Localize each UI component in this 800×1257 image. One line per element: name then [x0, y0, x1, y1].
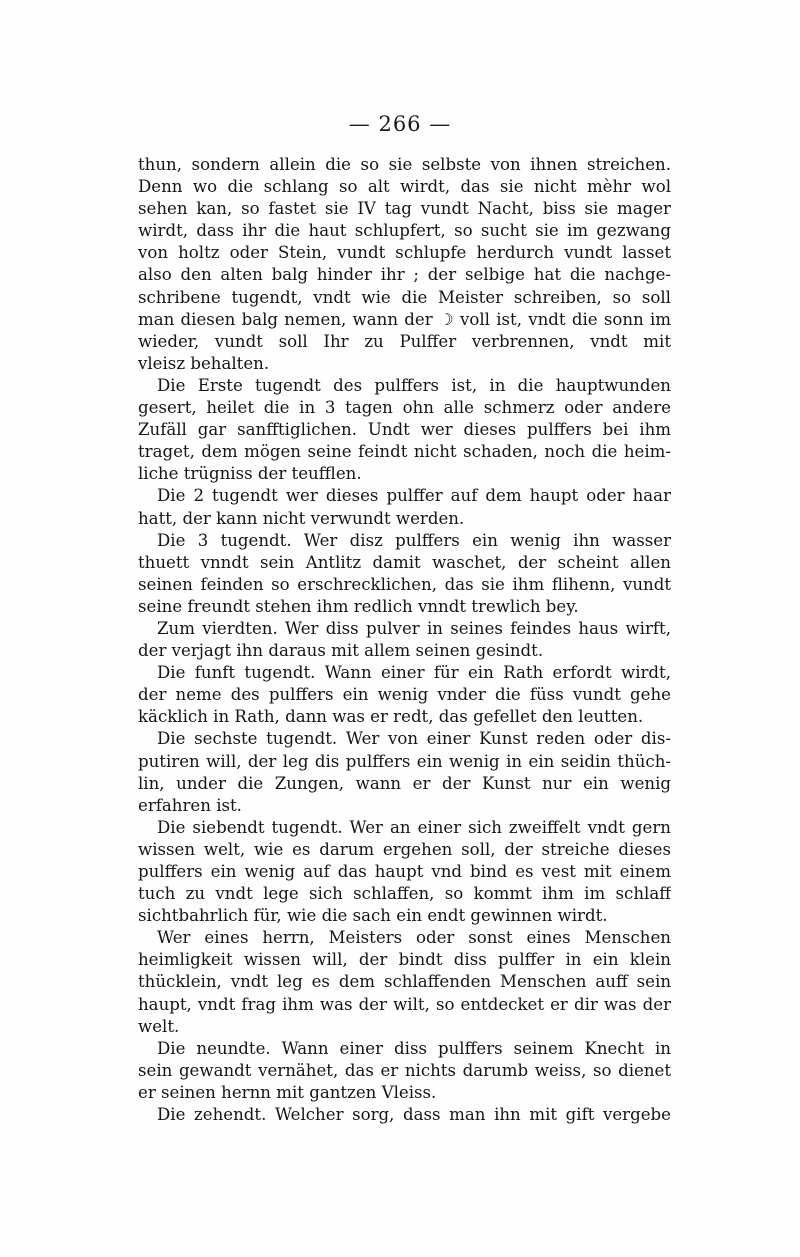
text-line: Die neundte. Wann einer diss pulffers seinem Knecht in	[157, 1038, 671, 1058]
text-line: sichtbahrlich für, wie die sach ein endt gewinnen wirdt.	[138, 906, 608, 926]
text-line: der neme des pulffers ein wenig vnder die füss vundt gehe	[138, 685, 671, 705]
text-line: sein gewandt vernähet, das er nichts darumb weiss, so dienet	[138, 1060, 671, 1080]
text-line: lin, under die Zungen, wann er der Kunst nur ein wenig	[138, 773, 671, 793]
text-line: der verjagt ihn daraus mit allem seinen gesindt.	[138, 641, 544, 661]
text-line: also den alten balg hinder ihr ; der selbige hat die nachge-	[138, 265, 671, 285]
text-line: schribene tugendt, vndt wie die Meister schreiben, so soll	[138, 287, 671, 307]
text-line: Die siebendt tugendt. Wer an einer sich zweiffelt vndt gern	[157, 817, 671, 837]
text-line: Die zehendt. Welcher sorg, dass man ihn mit gift vergebe	[157, 1105, 671, 1125]
text-line: hatt, der kann nicht verwundt werden.	[138, 508, 465, 528]
text-line: wirdt, dass ihr die haut schlupfert, so sucht sie im gezwang	[138, 221, 671, 241]
text-line: thücklein, vndt leg es dem schlaffenden Menschen auff sein	[138, 972, 671, 992]
text-line: thuett vnndt sein Antlitz damit waschet, der scheint allen	[138, 552, 671, 572]
text-line: pulffers ein wenig auf das haupt vnd bind es vest mit einem	[138, 862, 671, 881]
page-number: — 266 —	[348, 112, 452, 136]
text-line: sehen kan, so fastet sie IV tag vundt Nacht, biss sie mager	[138, 199, 671, 219]
text-line: liche trügniss der teufflen.	[138, 464, 362, 484]
text-line: Die Erste tugendt des pulffers ist, in die hauptwunden	[157, 375, 671, 395]
text-line: Die 2 tugendt wer dieses pulffer auf dem haupt oder haar	[157, 486, 671, 506]
body-text	[138, 154, 671, 1126]
text-line: Denn wo die schlang so alt wirdt, das sie nicht mèhr wol	[138, 177, 671, 197]
text-line: wissen welt, wie es darum ergehen soll, der streiche dieses	[138, 839, 671, 859]
text-line: traget, dem mögen seine feindt nicht schaden, noch die heim-	[138, 442, 671, 462]
text-line: Wer eines herrn, Meisters oder sonst eines Menschen	[157, 928, 671, 948]
text-line: wieder, vundt soll Ihr zu Pulffer verbrennen, vndt mit	[138, 331, 671, 351]
text-line: putiren will, der leg dis pulffers ein wenig in ein seidin thüch-	[138, 751, 671, 771]
text-line: vleisz behalten.	[138, 353, 270, 373]
text-line: gesert, heilet die in 3 tagen ohn alle schmerz oder andere	[138, 398, 671, 418]
text-line: welt.	[138, 1016, 180, 1036]
text-line: man diesen balg nemen, wann der ☽ voll ist, vndt die sonn im	[138, 309, 671, 329]
text-line: Zum vierdten. Wer diss pulver in seines feindes haus wirft,	[157, 618, 671, 638]
text-line: heimligkeit wissen will, der bindt diss pulffer in ein klein	[138, 950, 671, 970]
text-line: tuch zu vndt lege sich schlaffen, so kommt ihm im schlaff	[138, 884, 671, 904]
text-line: Die 3 tugendt. Wer disz pulffers ein wenig ihn wasser	[157, 530, 671, 550]
text-line: Die sechste tugendt. Wer von einer Kunst reden oder dis-	[157, 729, 671, 749]
text-line: er seinen hernn mit gantzen Vleiss.	[138, 1082, 437, 1102]
text-line: erfahren ist.	[138, 795, 242, 815]
text-line: seinen feinden so erschrecklichen, das sie ihm flihenn, vundt	[138, 574, 671, 594]
text-line: Die funft tugendt. Wann einer für ein Rath erfordt wirdt,	[157, 663, 671, 683]
text-line: von holtz oder Stein, vundt schlupfe herdurch vundt lasset	[138, 243, 671, 263]
text-line: haupt, vndt frag ihm was der wilt, so entdecket er dir was der	[138, 994, 671, 1014]
text-line: Zufäll gar sanfftiglichen. Undt wer dieses pulffers bei ihm	[138, 420, 671, 440]
text-line: thun, sondern allein die so sie selbste von ihnen streichen.	[138, 155, 671, 174]
text-line: seine freundt stehen ihm redlich vnndt trewlich bey.	[138, 596, 579, 616]
text-line: käcklich in Rath, dann was er redt, das gefellet den leutten.	[138, 707, 644, 727]
